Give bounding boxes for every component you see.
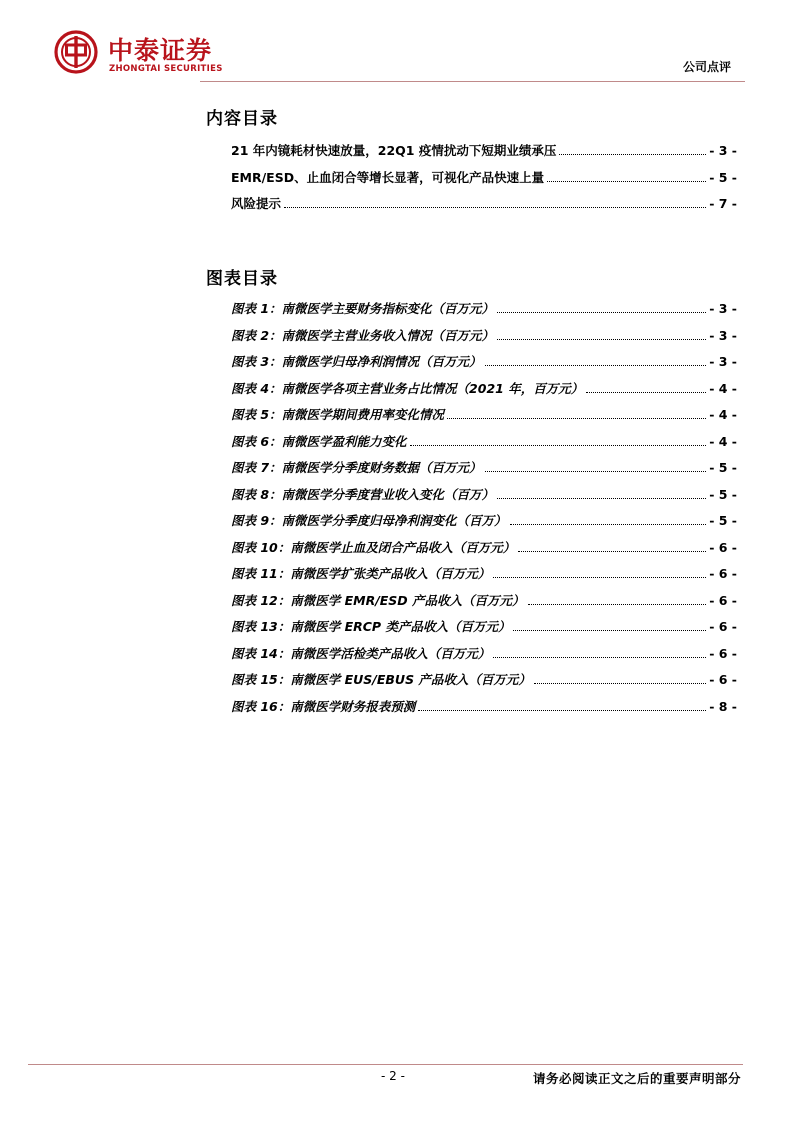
zhongtai-logo-icon [54,30,98,74]
figure-entry-label: 图表 13：南微医学 ERCP 类产品收入（百万元） [231,619,511,634]
toc-entry-page: - 3 - [709,143,737,158]
figure-entry-page: - 6 - [709,672,737,687]
figure-entry-label: 图表 10：南微医学止血及闭合产品收入（百万元） [231,539,516,555]
figure-entry-page: - 3 - [709,301,737,316]
dot-leader [485,471,707,472]
dot-leader [497,339,706,340]
figure-entry-page: - 4 - [709,380,737,396]
figure-entry[interactable] [231,511,737,538]
figure-entry[interactable] [231,591,737,618]
figure-entry[interactable] [231,485,737,512]
toc-entry[interactable] [231,168,737,195]
footer-divider [28,1064,743,1065]
dot-leader [534,683,706,684]
dot-leader [528,604,707,605]
figure-entry-label: 图表 7：南微医学分季度财务数据（百万元） [231,460,482,475]
disclaimer-text: 请务必阅读正文之后的重要声明部分 [532,1071,741,1086]
dot-leader [559,154,706,155]
figure-entry-page: - 5 - [709,460,737,475]
dot-leader [493,577,706,578]
figure-entry-page: - 6 - [709,566,737,581]
figure-entry-label: 图表 6：南微医学盈利能力变化 [231,433,407,449]
toc-entry[interactable] [231,141,737,168]
figure-entry-label: 图表 14：南微医学活检类产品收入（百万元） [231,645,491,661]
figure-entry-page: - 5 - [709,513,737,528]
dot-leader [510,524,707,525]
dot-leader [447,418,706,419]
figure-entry[interactable] [231,617,737,644]
dot-leader [497,312,706,313]
toc-entry[interactable] [231,194,737,221]
dot-leader [493,657,706,658]
figure-entry[interactable] [231,405,737,432]
logo-chinese-name: 中泰证券 [108,36,213,65]
contents-title: 内容目录 [206,109,278,129]
toc-entry-page: - 5 - [709,169,737,185]
dot-leader [485,365,707,366]
dot-leader [410,445,707,446]
logo-english-name: ZHONGTAI SECURITIES [109,64,223,74]
dot-leader [513,630,706,631]
header-divider [200,81,745,82]
figure-entry-page: - 6 - [709,645,737,661]
figure-entry[interactable] [231,432,737,459]
figure-entry-label: 图表 2：南微医学主营业务收入情况（百万元） [231,327,495,343]
figure-entry[interactable] [231,564,737,591]
figure-entry-label: 图表 16：南微医学财务报表预测 [231,698,416,714]
contents-list [231,141,737,221]
figures-title: 图表目录 [206,269,278,289]
figure-entry-page: - 6 - [709,619,737,634]
dot-leader [586,392,706,393]
page-number: - 2 - [381,1069,405,1083]
toc-entry-label: 风险提示 [231,196,282,211]
dot-leader [418,710,706,711]
dot-leader [284,207,706,208]
figure-entry[interactable] [231,326,737,353]
figure-entry-page: - 5 - [709,486,737,502]
company-logo [54,30,244,78]
figure-entry-page: - 8 - [709,698,737,714]
figure-entry-page: - 4 - [709,433,737,449]
toc-entry-label: 21 年内镜耗材快速放量，22Q1 疫情扰动下短期业绩承压 [231,143,557,158]
figure-entry[interactable] [231,538,737,565]
toc-entry-page: - 7 - [709,196,737,211]
figure-entry-label: 图表 11：南微医学扩张类产品收入（百万元） [231,566,491,581]
figure-entry-label: 图表 12：南微医学 EMR/ESD 产品收入（百万元） [231,592,525,608]
figure-entry[interactable] [231,697,737,724]
figure-entry[interactable] [231,644,737,671]
figure-entry-label: 图表 5：南微医学期间费用率变化情况 [231,407,445,422]
figure-entry-label: 图表 4：南微医学各项主营业务占比情况（2021 年，百万元） [231,380,584,396]
figure-entry[interactable] [231,299,737,326]
figure-entry[interactable] [231,352,737,379]
figure-entry[interactable] [231,670,737,697]
figure-entry-label: 图表 15：南微医学 EUS/EBUS 产品收入（百万元） [231,672,531,687]
figure-entry-label: 图表 8：南微医学分季度营业收入变化（百万） [231,486,495,502]
figure-entry-label: 图表 3：南微医学归母净利润情况（百万元） [231,354,482,369]
document-type: 公司点评 [682,60,731,74]
figure-entry-label: 图表 9：南微医学分季度归母净利润变化（百万） [231,513,507,528]
figure-entry-page: - 3 - [709,327,737,343]
figure-entry-page: - 4 - [709,407,737,422]
figure-entry-page: - 6 - [709,592,737,608]
dot-leader [518,551,706,552]
figure-entry[interactable] [231,379,737,406]
figure-entry[interactable] [231,458,737,485]
figure-entry-page: - 3 - [709,354,737,369]
figure-entry-page: - 6 - [709,539,737,555]
figure-entry-label: 图表 1：南微医学主要财务指标变化（百万元） [231,301,495,316]
toc-entry-label: EMR/ESD、止血闭合等增长显著，可视化产品快速上量 [231,169,545,185]
dot-leader [497,498,706,499]
dot-leader [547,181,706,182]
figures-list [231,299,737,723]
